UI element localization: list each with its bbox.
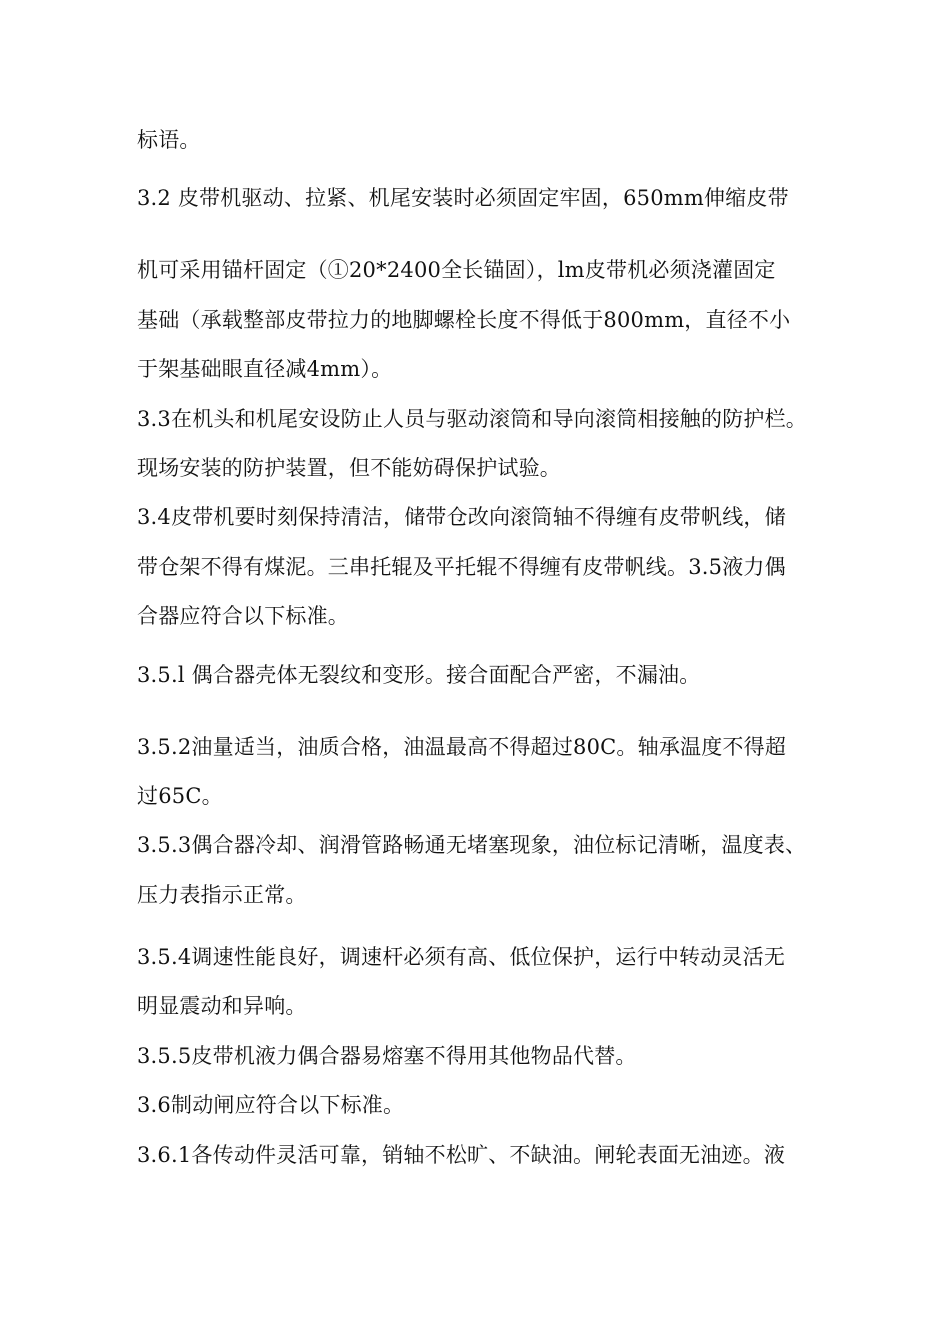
text-line-9: 带仓架不得有煤泥。三串托辊及平托辊不得缠有皮带帆线。3.5液力偶 — [137, 555, 786, 579]
text-line-15: 压力表指示正常。 — [137, 883, 307, 907]
text-line-12: 3.5.2油量适当，油质合格，油温最高不得超过80C。轴承温度不得超 — [137, 735, 787, 759]
text-line-10: 合器应符合以下标准。 — [137, 604, 349, 628]
text-line-2: 3.2 皮带机驱动、拉紧、机尾安装时必须固定牢固，650mm伸缩皮带 — [137, 186, 789, 210]
text-line-11: 3.5.l 偶合器壳体无裂纹和变形。接合面配合严密，不漏油。 — [137, 663, 701, 687]
text-line-17: 明显震动和异响。 — [137, 994, 307, 1018]
text-line-5: 于架基础眼直径减4mm）。 — [137, 357, 393, 381]
text-line-7: 现场安装的防护装置，但不能妨碍保护试验。 — [137, 456, 561, 480]
text-line-20: 3.6.1各传动件灵活可靠，销轴不松旷、不缺油。闸轮表面无油迹。液 — [137, 1143, 786, 1167]
text-line-18: 3.5.5皮带机液力偶合器易熔塞不得用其他物品代替。 — [137, 1044, 637, 1068]
text-line-13: 过65C。 — [137, 784, 223, 808]
text-line-1: 标语。 — [137, 128, 201, 152]
text-line-6: 3.3在机头和机尾安设防止人员与驱动滚筒和导向滚筒相接触的防护栏。 — [137, 407, 807, 431]
text-line-8: 3.4皮带机要时刻保持清洁，储带仓改向滚筒轴不得缠有皮带帆线，储 — [137, 505, 786, 529]
text-line-16: 3.5.4调速性能良好，调速杆必须有高、低位保护，运行中转动灵活无 — [137, 945, 786, 969]
text-line-19: 3.6制动闸应符合以下标准。 — [137, 1093, 405, 1117]
text-line-14: 3.5.3偶合器冷却、润滑管路畅通无堵塞现象，油位标记清晰，温度表、 — [137, 833, 807, 857]
text-line-4: 基础（承载整部皮带拉力的地脚螺栓长度不得低于800mm，直径不小 — [137, 308, 791, 332]
text-line-3: 机可采用锚杆固定（①20*2400全长锚固），lm皮带机必须浇灌固定 — [137, 258, 776, 282]
